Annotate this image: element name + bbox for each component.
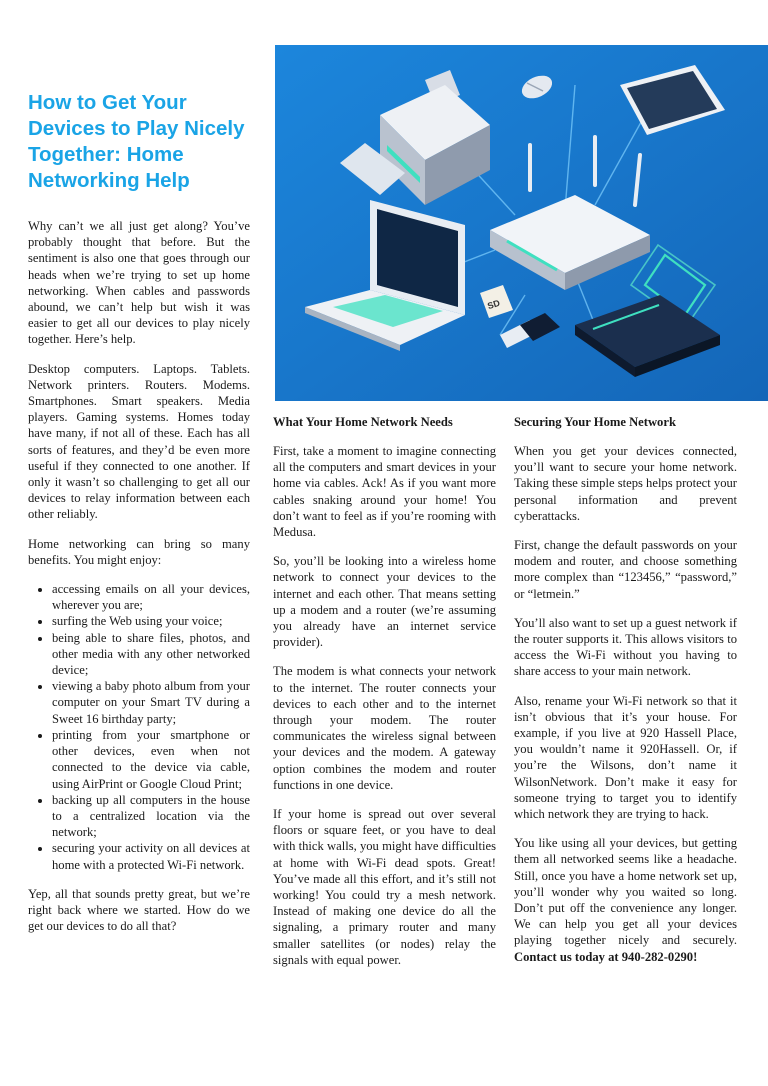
middle-column xyxy=(273,414,496,981)
list-item: • printing from your smartphone or other devices, even when not connected to the device via cable, using AirPrint or Google Cloud Print; xyxy=(52,727,250,792)
needs-paragraph-2: So, you’ll be looking into a wireless home network to connect your devices to the internet and each other. That means setting up a modem and a router (we’re assuming you already have an internet service provider). xyxy=(273,554,496,650)
section-heading-needs: What Your Home Network Needs xyxy=(273,415,453,429)
list-item: • accessing emails on all your devices, wherever you are; xyxy=(52,581,250,613)
closing-paragraph: Yep, all that sounds pretty great, but we’re right back where we started. How do we get our devices to do all that? xyxy=(28,886,250,934)
secure-paragraph-1: When you get your devices connected, you’ll want to secure your home network. Taking these simple steps helps protect your personal information and prevent cyberattacks. xyxy=(514,444,737,523)
intro-paragraph-2: Desktop computers. Laptops. Tablets. Network printers. Routers. Modems. Smartphones. Smart speakers. Media players. Gaming systems. Homes today have many, if not all of these. Each has all sorts of features, and they’d be even more useful if they connected to one another. If only it wasn’t so challenging to get all our devices to relay information between each other reliably. xyxy=(28,361,250,522)
list-item: • backing up all computers in the house to a centralized location via the network; xyxy=(52,792,250,841)
intro-paragraph-3: Home networking can bring so many benefits. You might enjoy: xyxy=(28,536,250,567)
left-column xyxy=(28,90,250,947)
sd-label: SD xyxy=(486,297,502,312)
list-item: • securing your activity on all devices at home with a protected Wi-Fi network. xyxy=(52,840,250,872)
section-heading-secure: Securing Your Home Network xyxy=(514,415,676,429)
hero-illustration xyxy=(275,45,768,401)
secure-paragraph-3: You’ll also want to set up a guest network if the router supports it. This allows visitors to access the Wi-Fi without you having to share access to your main network. xyxy=(514,615,737,679)
final-paragraph-text: You like using all your devices, but getting them all networked seems like a headache. Still, once you have a home network set up, you’ll wonder why you waited so long. Don’t put off the convenience any longer. We can help you get all your devices playing together nicely and securely. xyxy=(514,836,737,948)
needs-paragraph-3: The modem is what connects your network to the internet. The router connects your devices to each other and to the internet through your modem. The router communicates the wireless signal between your devices and the modem. A gateway option combines the modem and router functions in one device. xyxy=(273,664,496,792)
secure-paragraph-4: Also, rename your Wi-Fi network so that it isn’t obvious that it’s your house. For example, if you live at 920 Hassell Place, you wouldn’t name it 920Hassell. Or, if you’re the Wilsons, don’t name it WilsonNetwork. Don’t make it easy for someone trying to target you to identify which network they are trying to hack. xyxy=(514,693,737,822)
benefits-list xyxy=(28,581,250,873)
needs-paragraph-1: First, take a moment to imagine connecting all the computers and smart devices in your home via cables. Ack! As if you want more cables snaking around your home! You don’t want to feel as if you’re rooming with Medusa. xyxy=(273,444,496,540)
intro-paragraph-1: Why can’t we all just get along? You’ve probably thought that before. But the sentiment is also one that goes through our heads when we’re trying to set up home networking. When cables and passwords abound, we can’t help but wish it was easier to get all our devices to play nicely together. Here’s help. xyxy=(28,219,250,347)
list-item: • surfing the Web using your voice; xyxy=(52,613,250,629)
network-devices-illustration xyxy=(275,45,768,401)
right-column xyxy=(514,414,737,978)
secure-paragraph-2: First, change the default passwords on your modem and router, and choose something more complex than “123456,” “password,” or “letmein.” xyxy=(514,538,737,601)
final-paragraph xyxy=(514,835,737,965)
contact-cta: Contact us today at 940-282-0290! xyxy=(514,949,698,964)
list-item: • being able to share files, photos, and other media with any other networked device; xyxy=(52,630,250,679)
needs-paragraph-4: If your home is spread out over several floors or square feet, or you have to deal with thick walls, you might have difficulties at home with Wi-Fi dead spots. Great! You’ve made all this effort, and it’s still not working! You could try a mesh network. Instead of making one device do all the signaling, a primary router and many smaller satellites (or nodes) relay the signals with equal power. xyxy=(273,807,496,967)
article-title: How to Get Your Devices to Play Nicely Together: Home Networking Help xyxy=(28,91,245,192)
list-item: • viewing a baby photo album from your computer on your Smart TV during a Sweet 16 birthday party; xyxy=(52,678,250,727)
